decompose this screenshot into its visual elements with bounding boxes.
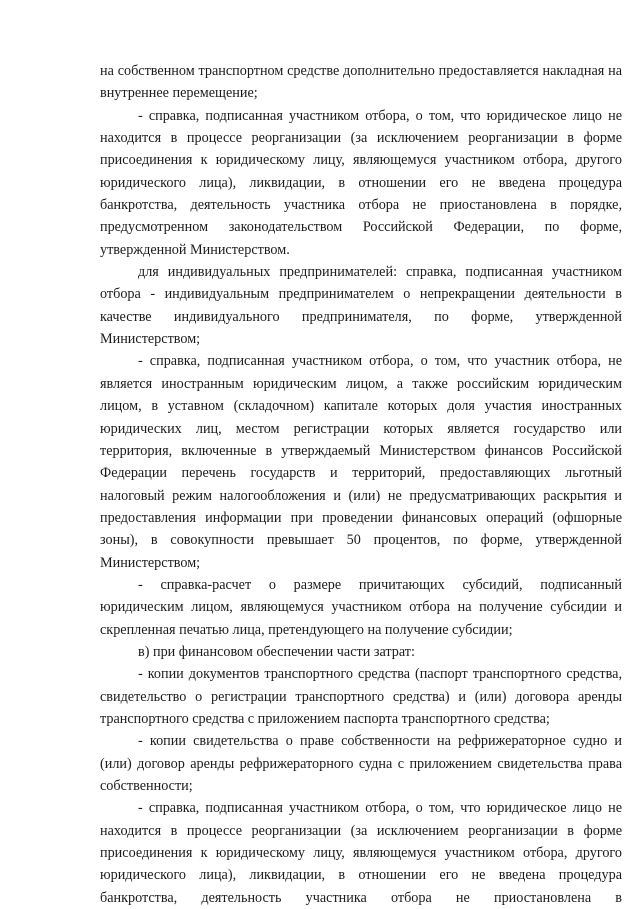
document-page: [100, 60, 622, 909]
paragraph-individual-entrepreneurs: для индивидуальных предпринимателей: справка, подписанная участником отбора - индивидуальным предпринимателем о непрекращении деятельности в качестве индивидуального предпринимателя, по форме, утвержденной Министерством;: [100, 264, 622, 348]
paragraph-reorganization-certificate-repeat: - справка, подписанная участником отбора, о том, что юридическое лицо не находится в процессе реорганизации (за исключением реорганизации в форме присоединения к юридическому лицу, являющемуся участником отбора, другого юридического лица), ликвидации, в отношении его не введена процедура банкротства, деятельность участника отбора не приостановлена в: [100, 800, 622, 906]
paragraph-waybill: на собственном транспортном средстве дополнительно предоставляется накладная на внутреннее перемещение;: [100, 63, 622, 102]
paragraph-vehicle-documents: - копии документов транспортного средства (паспорт транспортного средства, свидетельство о регистрации транспортного средства) и (или) договора аренды транспортного средства с приложением паспорта транспортного средства;: [100, 666, 622, 727]
paragraph-foreign-entity-certificate: - справка, подписанная участником отбора, о том, что участник отбора, не является иностранным юридическим лицом, а также российским юридическим лицом, в уставном (складочном) капитале которых доля участия иностранных юридических лиц, местом регистрации которых является государство или территория, включенные в утверждаемый Министерством финансов Российской Федерации перечень государств и территорий, предоставляющих льготный налоговый режим налогообложения и (или) не предусматривающих раскрытия и предоставления информации при проведении финансовых операций (офшорные зоны), в совокупности превышает 50 процентов, по форме, утвержденной Министерством;: [100, 353, 622, 571]
paragraph-subsidy-calculation: - справка-расчет о размере причитающих субсидий, подписанный юридическим лицом, являющемуся участником отбора на получение субсидии и скрепленная печатью лица, претендующего на получение субсидии;: [100, 576, 622, 638]
paragraph-financial-support-heading: в) при финансовом обеспечении части затрат:: [138, 643, 415, 660]
paragraph-refrigerator-vessel: - копии свидетельства о праве собственности на рефрижераторное судно и (или) договор аренды рефрижераторного судна с приложением свидетельства права собственности;: [100, 733, 622, 794]
paragraph-reorganization-certificate: - справка, подписанная участником отбора, о том, что юридическое лицо не находится в процессе реорганизации (за исключением реорганизации в форме присоединения к юридическому лицу, являющемуся участником отбора, другого юридического лица), ликвидации, в отношении его не введена процедура банкротства, деятельность участника отбора не приостановлена в порядке, предусмотренном законодательством Российской Федерации, по форме, утвержденной Министерством.: [100, 107, 622, 258]
